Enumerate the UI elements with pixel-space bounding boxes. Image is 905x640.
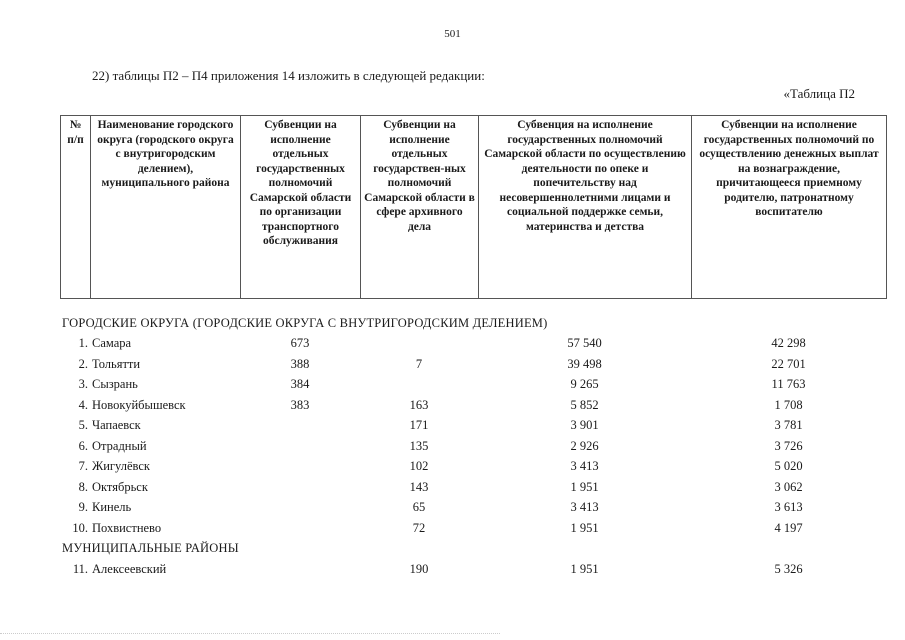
table-header [60, 115, 887, 299]
row-name: Похвистнево [92, 520, 162, 535]
cell-guardianship: 2 926 [570, 438, 599, 453]
row-number: 2. [78, 356, 88, 371]
cell-archive: 163 [409, 397, 429, 412]
row-number: 9. [78, 500, 88, 515]
header-cell-archive: Субвенции на исполнение отдельных государствен-ных полномочий Самарской области в сфере архивного дела [361, 116, 479, 299]
cell-guardianship: 9 265 [570, 377, 599, 392]
row-number: 8. [78, 479, 88, 494]
cell-transport [240, 498, 360, 519]
header-cell-transport: Субвенции на исполнение отдельных государственных полномочий Самарской области по организации транспортного обслуживания [241, 116, 361, 299]
table-row [60, 375, 886, 396]
cell-archive [360, 375, 478, 396]
cell-foster-payments: 3 726 [774, 438, 803, 453]
cell-transport: 384 [290, 377, 310, 392]
cell-transport [240, 457, 360, 478]
cell-transport: 673 [290, 336, 310, 351]
cell-transport [240, 436, 360, 457]
cell-foster-payments: 11 763 [771, 377, 806, 392]
row-number: 11. [72, 561, 88, 576]
cell-guardianship: 3 413 [570, 459, 599, 474]
row-number: 3. [78, 377, 88, 392]
row-number: 4. [78, 397, 88, 412]
cell-transport [240, 477, 360, 498]
cell-guardianship: 57 540 [567, 336, 602, 351]
section-title: МУНИЦИПАЛЬНЫЕ РАЙОНЫ [62, 541, 239, 556]
cell-archive: 72 [412, 520, 426, 535]
cell-guardianship: 5 852 [570, 397, 599, 412]
table-row [60, 395, 886, 416]
row-number: 10. [72, 520, 88, 535]
row-name: Новокуйбышевск [92, 397, 186, 412]
cell-transport: 388 [290, 356, 310, 371]
row-name: Алексеевский [92, 561, 167, 576]
cell-guardianship: 39 498 [567, 356, 602, 371]
cell-transport [240, 518, 360, 539]
row-name: Кинель [92, 500, 132, 515]
row-name: Октябрьск [92, 479, 148, 494]
cell-archive: 190 [409, 561, 429, 576]
row-number: 6. [78, 438, 88, 453]
header-cell-guardianship: Субвенция на исполнение государственных полномочий Самарской области по осуществлению деятельности по опеке и попечительству над несовершеннолетними лицами и социальной поддержке семьи, материнства и детства [479, 116, 692, 299]
row-name: Сызрань [92, 377, 138, 392]
section-title: ГОРОДСКИЕ ОКРУГА (ГОРОДСКИЕ ОКРУГА С ВНУТРИГОРОДСКИМ ДЕЛЕНИЕМ) [62, 315, 548, 330]
row-name: Тольятти [92, 356, 141, 371]
cell-guardianship: 3 901 [570, 418, 599, 433]
cell-foster-payments: 5 326 [774, 561, 803, 576]
table-caption: «Таблица П2 [783, 86, 855, 101]
section-row [60, 313, 886, 334]
cell-archive: 171 [409, 418, 429, 433]
cell-foster-payments: 5 020 [774, 459, 803, 474]
row-number: 1. [78, 336, 88, 351]
cell-foster-payments: 4 197 [774, 520, 803, 535]
row-number: 5. [78, 418, 88, 433]
cell-foster-payments: 3 613 [774, 500, 803, 515]
row-name: Отрадный [92, 438, 147, 453]
header-row [61, 116, 887, 299]
cell-archive: 143 [409, 479, 429, 494]
intro-text: 22) таблицы П2 – П4 приложения 14 изложить в следующей редакции: [92, 68, 485, 83]
cell-transport: 383 [290, 397, 310, 412]
cell-foster-payments: 3 781 [774, 418, 803, 433]
cell-guardianship: 1 951 [570, 479, 599, 494]
table-row [60, 436, 886, 457]
row-name: Чапаевск [92, 418, 141, 433]
row-name: Жигулёвск [92, 459, 150, 474]
cell-foster-payments: 1 708 [774, 397, 803, 412]
cell-transport [240, 559, 360, 580]
page-number: 501 [444, 28, 461, 40]
table-row [60, 559, 886, 580]
cell-foster-payments: 3 062 [774, 479, 803, 494]
cell-archive [360, 334, 478, 355]
row-name: Самара [92, 336, 132, 351]
cell-transport [240, 416, 360, 437]
row-number: 7. [78, 459, 88, 474]
table-body [60, 313, 886, 580]
table-row [60, 498, 886, 519]
section-row [60, 539, 886, 560]
header-cell-number: № п/п [61, 116, 91, 299]
cell-foster-payments: 42 298 [771, 336, 806, 351]
table-row [60, 334, 886, 355]
table-row [60, 354, 886, 375]
cell-archive: 7 [415, 356, 423, 371]
cell-archive: 65 [412, 500, 426, 515]
table-row [60, 518, 886, 539]
cell-foster-payments: 22 701 [771, 356, 806, 371]
cell-archive: 102 [409, 459, 429, 474]
table-row [60, 477, 886, 498]
header-cell-foster-payments: Субвенции на исполнение государственных полномочий по осуществлению денежных выплат на вознаграждение, причитающееся приемному родителю, патронатному воспитателю [692, 116, 887, 299]
header-cell-name: Наименование городского округа (городского округа с внутригородским делением), муниципального района [91, 116, 241, 299]
table-row [60, 416, 886, 437]
cell-archive: 135 [409, 438, 429, 453]
cell-guardianship: 3 413 [570, 500, 599, 515]
cell-guardianship: 1 951 [570, 520, 599, 535]
cell-guardianship: 1 951 [570, 561, 599, 576]
footer-rule [0, 633, 500, 640]
table-row [60, 457, 886, 478]
